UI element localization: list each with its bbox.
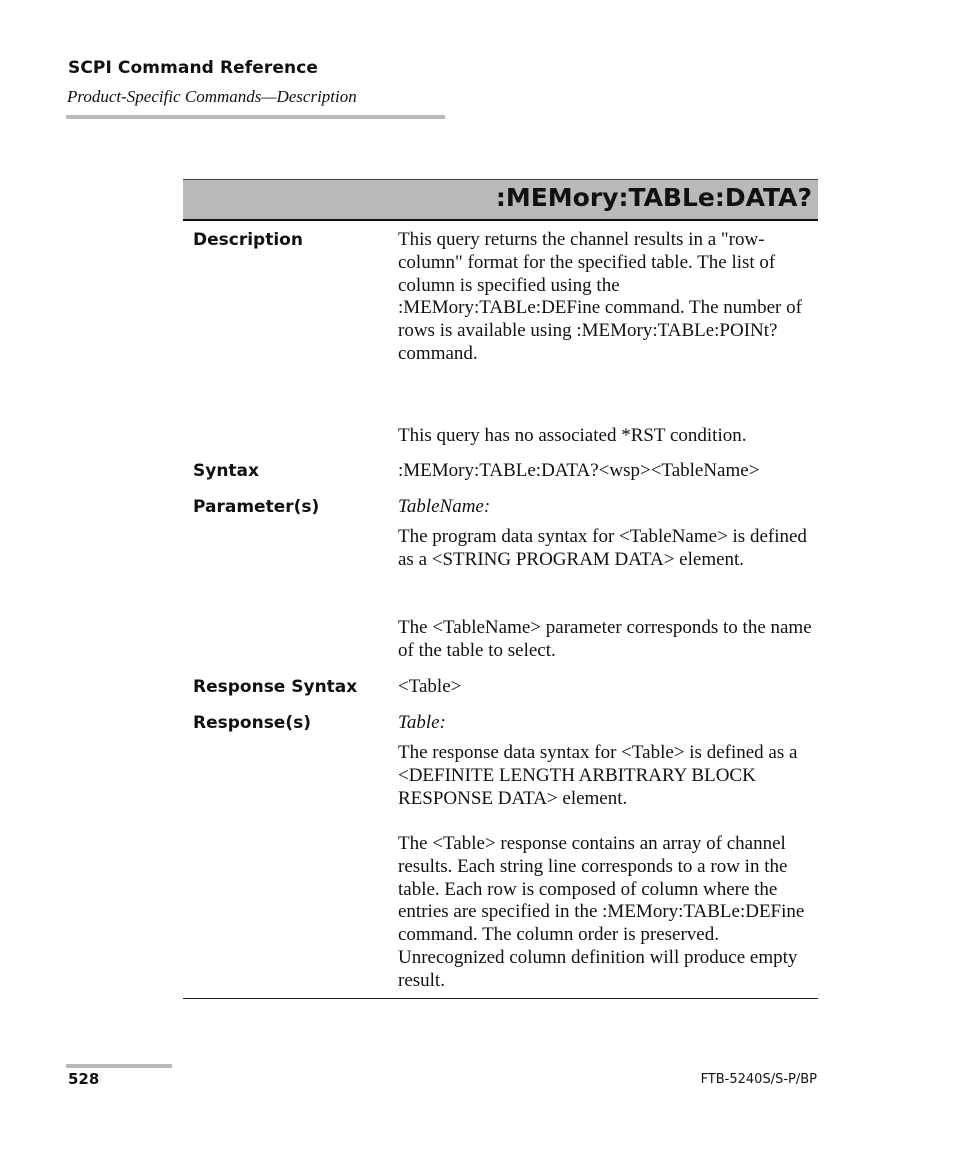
syntax-text: :MEMory:TABLe:DATA?<wsp><TableName>: [398, 460, 760, 481]
header-rule: [66, 115, 445, 119]
description-value: [398, 229, 818, 366]
footer-rule: [66, 1064, 172, 1068]
section-title: SCPI Command Reference: [68, 58, 319, 78]
parameter-desc-2: [398, 617, 818, 663]
response-name: [398, 712, 818, 735]
command-title: :MEMory:TABLe:DATA?: [495, 183, 812, 212]
response-desc-2: [398, 833, 818, 993]
rst-note: [398, 425, 818, 448]
command-title-bar: [183, 179, 818, 221]
parameter-desc-1-text: The program data syntax for <TableName> is defined as a <STRING PROGRAM DATA> element.: [398, 526, 807, 570]
product-name: FTB-5240S/S-P/BP: [700, 1072, 817, 1087]
response-desc-2-text: The <Table> response contains an array of channel results. Each string line corresponds to a row in the table. Each row is composed of column where the entries are specified in the :MEMory:TABLe:DEFine command. The column order is preserved. Unrecognized column definition will produce empty result.: [398, 833, 805, 991]
parameter-name: [398, 496, 818, 519]
parameter-desc-2-text: The <TableName> parameter corresponds to the name of the table to select.: [398, 617, 812, 661]
responses-label: Response(s): [193, 713, 311, 733]
response-desc-1: [398, 742, 818, 810]
subsection-title: Product-Specific Commands—Description: [67, 87, 357, 106]
description-label: Description: [193, 230, 303, 250]
parameters-label: Parameter(s): [193, 497, 320, 517]
rst-note-text: This query has no associated *RST condition.: [398, 425, 747, 446]
response-syntax-value: [398, 676, 818, 699]
response-desc-1-text: The response data syntax for <Table> is defined as a <DEFINITE LENGTH ARBITRARY BLOCK RESPONSE DATA> element.: [398, 742, 798, 809]
syntax-label: Syntax: [193, 461, 259, 481]
parameter-desc-1: [398, 526, 818, 572]
parameter-name-text: TableName:: [398, 496, 491, 517]
response-syntax-label: Response Syntax: [193, 677, 358, 697]
table-end-rule: [183, 998, 818, 999]
description-text: This query returns the channel results in a "row-column" format for the specified table. The list of column is specified using the :MEMory:TABLe:DEFine command. The number of rows is available using :MEMory:TABLe:POINt? command.: [398, 229, 802, 364]
syntax-value: [398, 460, 818, 483]
page-number: 528: [68, 1070, 100, 1088]
response-syntax-text: <Table>: [398, 676, 462, 697]
response-name-text: Table:: [398, 712, 446, 733]
